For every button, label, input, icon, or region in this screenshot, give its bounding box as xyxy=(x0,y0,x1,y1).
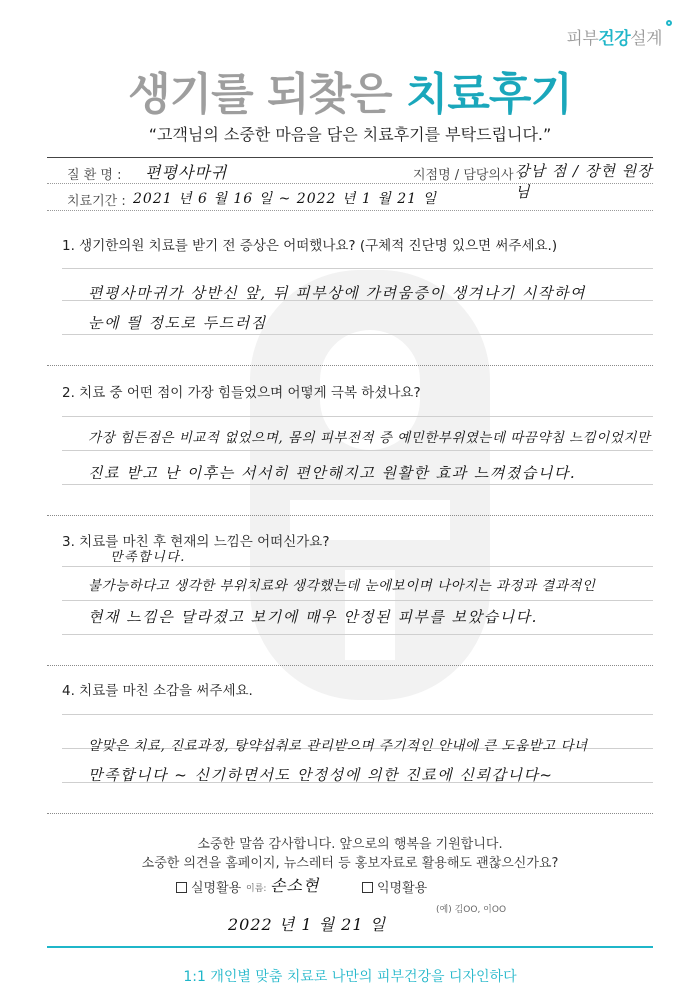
question-3: 3. 치료를 마친 후 현재의 느낌은 어떠신가요? xyxy=(62,534,330,550)
branch-label: 지점명 / 담당의사 : xyxy=(413,168,523,183)
answer-2-line-1: 가장 힘든점은 비교적 없었으며, 몸의 피부전적 증 예민한부위였는데 따끔약침 느낌이었지만 xyxy=(88,430,651,446)
branch-value: 강남 점 / 장현 원장님 xyxy=(515,162,653,201)
thanks-line-1: 소중한 말씀 감사합니다. 앞으로의 행복을 기원합니다. xyxy=(197,837,503,852)
real-name-checkbox[interactable] xyxy=(176,882,187,893)
answer-3-line-2: 불가능하다고 생각한 부위치료와 생각했는데 눈에보이며 나아지는 과정과 결과적인 xyxy=(88,578,596,594)
brand-dot-icon xyxy=(666,20,672,26)
answer-2-line-2: 진료 받고 난 이후는 서서히 편안해지고 원활한 효과 느껴졌습니다. xyxy=(88,464,577,482)
answer-4-line-2: 만족합니다 ~ 신기하면서도 안정성에 의한 진료에 신뢰갑니다~ xyxy=(88,766,554,784)
name-value: 손소현 xyxy=(270,876,320,895)
footer-slogan: 1:1 개인별 맞춤 치료로 나만의 피부건강을 디자인하다 xyxy=(183,969,517,985)
question-1: 1. 생기한의원 치료를 받기 전 증상은 어떠했나요? (구체적 진단명 있으면 써주세요.) xyxy=(62,238,558,254)
anon-checkbox[interactable] xyxy=(362,882,373,893)
page-title: 생기를 되찾은 치료후기 xyxy=(128,69,572,120)
answer-4-line-1: 알맞은 치료, 진료과정, 탕약섭취로 관리받으며 주기적인 안내에 큰 도움받고 다녀 xyxy=(88,738,588,754)
signature-date: 2022 년 1 월 21 일 xyxy=(228,915,387,934)
question-4: 4. 치료를 마친 소감을 써주세요. xyxy=(62,683,253,699)
question-2: 2. 치료 중 어떤 점이 가장 힘들었으며 어떻게 극복 하셨나요? xyxy=(62,385,421,401)
example-note: (예) 김OO, 이OO xyxy=(436,905,507,915)
answer-3-line-1: 만족합니다. xyxy=(110,550,186,565)
footer-divider xyxy=(47,946,653,948)
thanks-line-2: 소중한 의견을 홈페이지, 뉴스레터 등 홍보자료로 활용해도 괜찮으신가요? xyxy=(141,856,559,871)
anon-option[interactable]: 익명활용 xyxy=(362,877,427,896)
answer-3-line-3: 현재 느낌은 달라졌고 보기에 매우 안정된 피부를 보았습니다. xyxy=(88,608,538,626)
period-label: 치료기간 : xyxy=(67,194,126,209)
brand-logo: 피부건강설계 xyxy=(566,29,662,49)
answer-1-line-1: 편평사마귀가 상반신 앞, 뒤 피부상에 가려움증이 생겨나기 시작하여 xyxy=(88,284,586,302)
form-row-period xyxy=(47,184,653,211)
answer-1-line-2: 눈에 띌 정도로 두드러짐 xyxy=(88,314,267,332)
period-value: 2021 년 6 월 16 일 ~ 2022 년 1 월 21 일 xyxy=(133,191,437,207)
name-label: 이름: xyxy=(246,884,267,894)
page-subtitle: “고객님의 소중한 마음을 담은 치료후기를 부탁드립니다.” xyxy=(148,125,552,144)
disease-value: 편평사마귀 xyxy=(145,163,228,182)
real-name-option[interactable]: 실명활용 xyxy=(176,877,241,896)
disease-label: 질 환 명 : xyxy=(67,168,122,183)
